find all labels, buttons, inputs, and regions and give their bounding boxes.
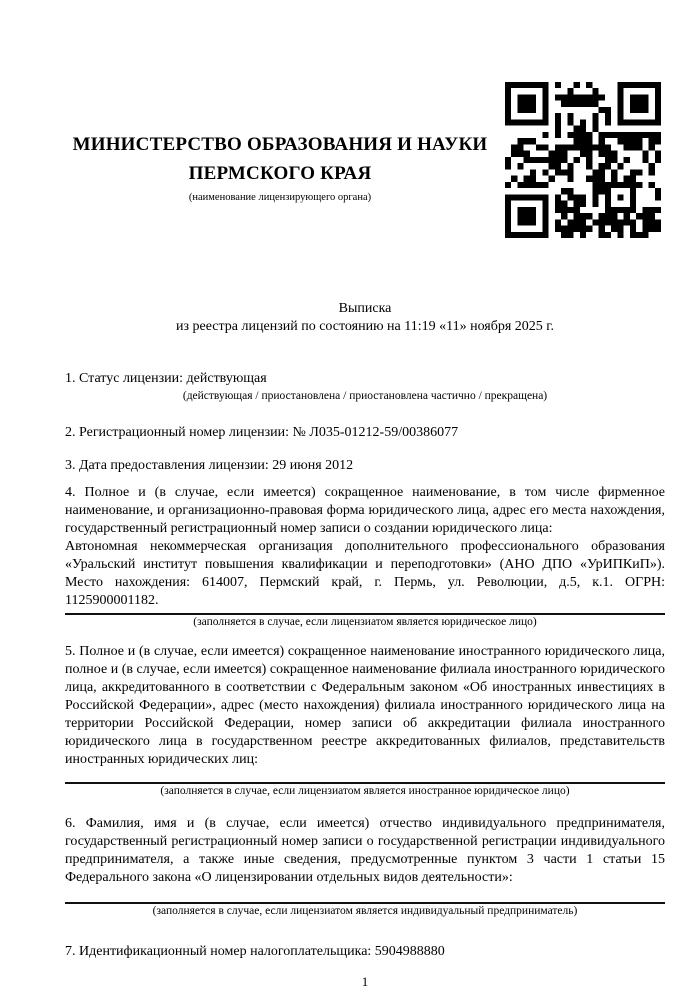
item-foreign-entity-text: 5. Полное и (в случае, если имеется) сокращенное наименование иностранного юридического лица, полное и (в случае, если имеется) сокращенное наименование филиала иностранного юридического лица, аккредитованного в соответствии с Федеральным законом «Об иностранных инвестициях в Российской Федерации», адрес (место нахождения) филиала иностранного юридического лица на территории Российской Федерации, номер записи об аккредитации филиала иностранного юридического лица в государственном реестре аккредитованных филиалов, представительств иностранных юридических лиц:	[65, 644, 665, 767]
item-license-status: 1. Статус лицензии: действующая	[65, 371, 267, 386]
page-number: 1	[361, 974, 369, 989]
item-grant-date: 3. Дата предоставления лицензии: 29 июня 2012	[65, 458, 354, 473]
document-title-line1: Выписка	[338, 301, 392, 316]
licensing-authority-header	[0, 130, 560, 204]
item-legal-entity-value: Автономная некоммерческая организация дополнительного профессионального образования «Уральский институт повышения квалификации и переподготовки» (АНО ДПО «УрИПКиП»). Место нахождения: 614007, Пермский край, г. Пермь, ул. Революции, д.5, к.1. ОГРН: 1125900001182.	[65, 539, 665, 608]
ministry-name-line2: ПЕРМСКОГО КРАЯ	[188, 163, 372, 184]
item-taxpayer-number: 7. Идентификационный номер налогоплательщика: 5904988880	[65, 944, 445, 959]
individual-entrepreneur-caption: (заполняется в случае, если лицензиатом является индивидуальный предприниматель)	[152, 905, 578, 917]
item-legal-entity-text: 4. Полное и (в случае, если имеется) сокращенное наименование, в том числе фирменное наименование, и организационно-правовая форма юридического лица, адрес его места нахождения, государственный регистрационный номер записи о создании юридического лица:	[65, 485, 665, 536]
ministry-name-line1: МИНИСТЕРСТВО ОБРАЗОВАНИЯ И НАУКИ	[72, 134, 488, 155]
foreign-entity-caption: (заполняется в случае, если лицензиатом является иностранное юридическое лицо)	[160, 785, 570, 797]
document-title	[65, 300, 665, 336]
item-individual-entrepreneur-text: 6. Фамилия, имя и (в случае, если имеется) отчество индивидуального предпринимателя, государственный регистрационный номер записи о государственной регистрации индивидуального предпринимателя, а также иные сведения, предусмотренные пунктом 3 части 1 статьи 15 Федерального закона «О лицензировании отдельных видов деятельности»:	[65, 816, 665, 885]
item-registration-number: 2. Регистрационный номер лицензии: № Л035-01212-59/00386077	[65, 425, 459, 440]
document-title-line2: из реестра лицензий по состоянию на 11:19 «11» ноября 2025 г.	[176, 319, 554, 334]
authority-caption: (наименование лицензирующего органа)	[188, 192, 372, 203]
item-license-status-caption: (действующая / приостановлена / приостановлена частично / прекращена)	[182, 390, 548, 402]
document-body	[65, 300, 665, 989]
legal-entity-caption: (заполняется в случае, если лицензиатом является юридическое лицо)	[193, 616, 537, 628]
